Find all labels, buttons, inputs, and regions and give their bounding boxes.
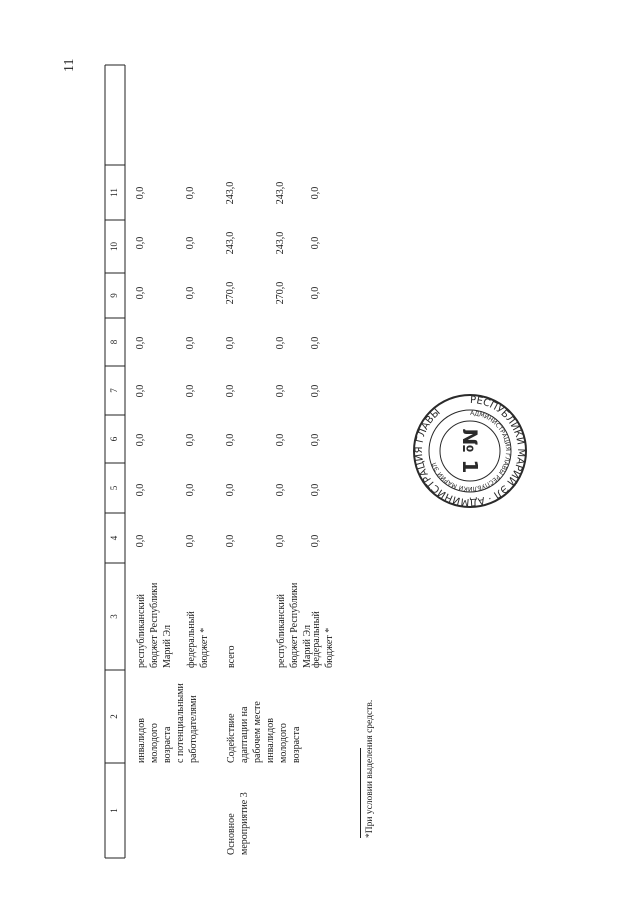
table-value: 0,0 bbox=[135, 186, 146, 200]
column-header-3: 3 bbox=[109, 614, 119, 619]
table-value: 270,0 bbox=[275, 281, 286, 305]
table-value: 270,0 bbox=[225, 281, 236, 305]
column-header-7: 7 bbox=[109, 388, 119, 393]
table-value: 0,0 bbox=[185, 286, 196, 300]
column-header-4: 4 bbox=[109, 535, 119, 541]
column-header-5: 5 bbox=[109, 485, 119, 491]
table-value: 0,0 bbox=[135, 433, 146, 447]
table-value: 0,0 bbox=[135, 336, 146, 350]
table-cell-c2: Содействие адаптации на рабочем месте инвалидов молодого возраста bbox=[226, 701, 302, 763]
table-value: 0,0 bbox=[310, 433, 321, 447]
table-value: 0,0 bbox=[225, 433, 236, 447]
footnote: *При условии выделения средств. bbox=[365, 699, 375, 838]
table-value: 0,0 bbox=[275, 433, 286, 447]
table-cell-c3: федеральный бюджет * bbox=[186, 611, 210, 668]
table-value: 243,0 bbox=[225, 231, 236, 255]
column-header-9: 9 bbox=[109, 293, 119, 298]
column-header-1: 1 bbox=[109, 808, 119, 813]
table-value: 0,0 bbox=[275, 336, 286, 350]
table-cell-c3: республиканский бюджет Республики Марий Эл bbox=[276, 582, 313, 668]
table-value: 0,0 bbox=[185, 186, 196, 200]
table-value: 243,0 bbox=[275, 181, 286, 205]
table-value: 243,0 bbox=[275, 231, 286, 255]
svg-text:№ 1: № 1 bbox=[458, 428, 482, 474]
table-value: 0,0 bbox=[225, 336, 236, 350]
table-cell-c3: всего bbox=[226, 645, 237, 668]
table-value: 0,0 bbox=[310, 236, 321, 250]
table-value: 0,0 bbox=[135, 286, 146, 300]
table-value: 0,0 bbox=[135, 236, 146, 250]
svg-text:АДМИНИСТРАЦИЯ ГЛАВЫ РЕСПУБЛИКИ: АДМИНИСТРАЦИЯ ГЛАВЫ РЕСПУБЛИКИ МАРИЙ ЭЛ bbox=[431, 409, 512, 493]
table-value: 0,0 bbox=[185, 483, 196, 497]
table-value: 0,0 bbox=[310, 286, 321, 300]
table-value: 0,0 bbox=[225, 384, 236, 398]
table-value: 0,0 bbox=[185, 336, 196, 350]
table-cell-c3: федеральный бюджет * bbox=[311, 611, 335, 668]
column-header-10: 10 bbox=[109, 242, 119, 251]
column-header-11: 11 bbox=[109, 188, 119, 197]
footnote-rule bbox=[360, 748, 361, 838]
table-value: 243,0 bbox=[225, 181, 236, 205]
table-value: 0,0 bbox=[185, 236, 196, 250]
table-value: 0,0 bbox=[135, 483, 146, 497]
table-value: 0,0 bbox=[225, 483, 236, 497]
table-cell-c1: Основное мероприятие 3 bbox=[226, 792, 250, 855]
table-value: 0,0 bbox=[185, 384, 196, 398]
page-number: 11 bbox=[62, 58, 77, 72]
table-cell-c3: республиканский бюджет Республики Марий Эл bbox=[136, 582, 173, 668]
table-value: 0,0 bbox=[185, 534, 196, 548]
table-value: 0,0 bbox=[275, 534, 286, 548]
column-header-2: 2 bbox=[109, 714, 119, 719]
table-value: 0,0 bbox=[310, 534, 321, 548]
table-value: 0,0 bbox=[310, 384, 321, 398]
table-cell-c2: инвалидов молодого возраста с потенциальными работодателями bbox=[136, 683, 199, 763]
table-value: 0,0 bbox=[310, 336, 321, 350]
table-value: 0,0 bbox=[135, 384, 146, 398]
table-value: 0,0 bbox=[310, 483, 321, 497]
table-value: 0,0 bbox=[225, 534, 236, 548]
official-seal-stamp bbox=[410, 391, 530, 511]
column-header-8: 8 bbox=[109, 339, 119, 345]
table-value: 0,0 bbox=[310, 186, 321, 200]
table-value: 0,0 bbox=[275, 483, 286, 497]
svg-text:РЕСПУБЛИКИ МАРИЙ ЭЛ · АДМИНИСТ: РЕСПУБЛИКИ МАРИЙ ЭЛ · АДМИНИСТРАЦИЯ ГЛАВЫ bbox=[413, 394, 527, 508]
column-header-6: 6 bbox=[109, 436, 119, 442]
table-value: 0,0 bbox=[135, 534, 146, 548]
table-value: 0,0 bbox=[275, 384, 286, 398]
table-value: 0,0 bbox=[185, 433, 196, 447]
